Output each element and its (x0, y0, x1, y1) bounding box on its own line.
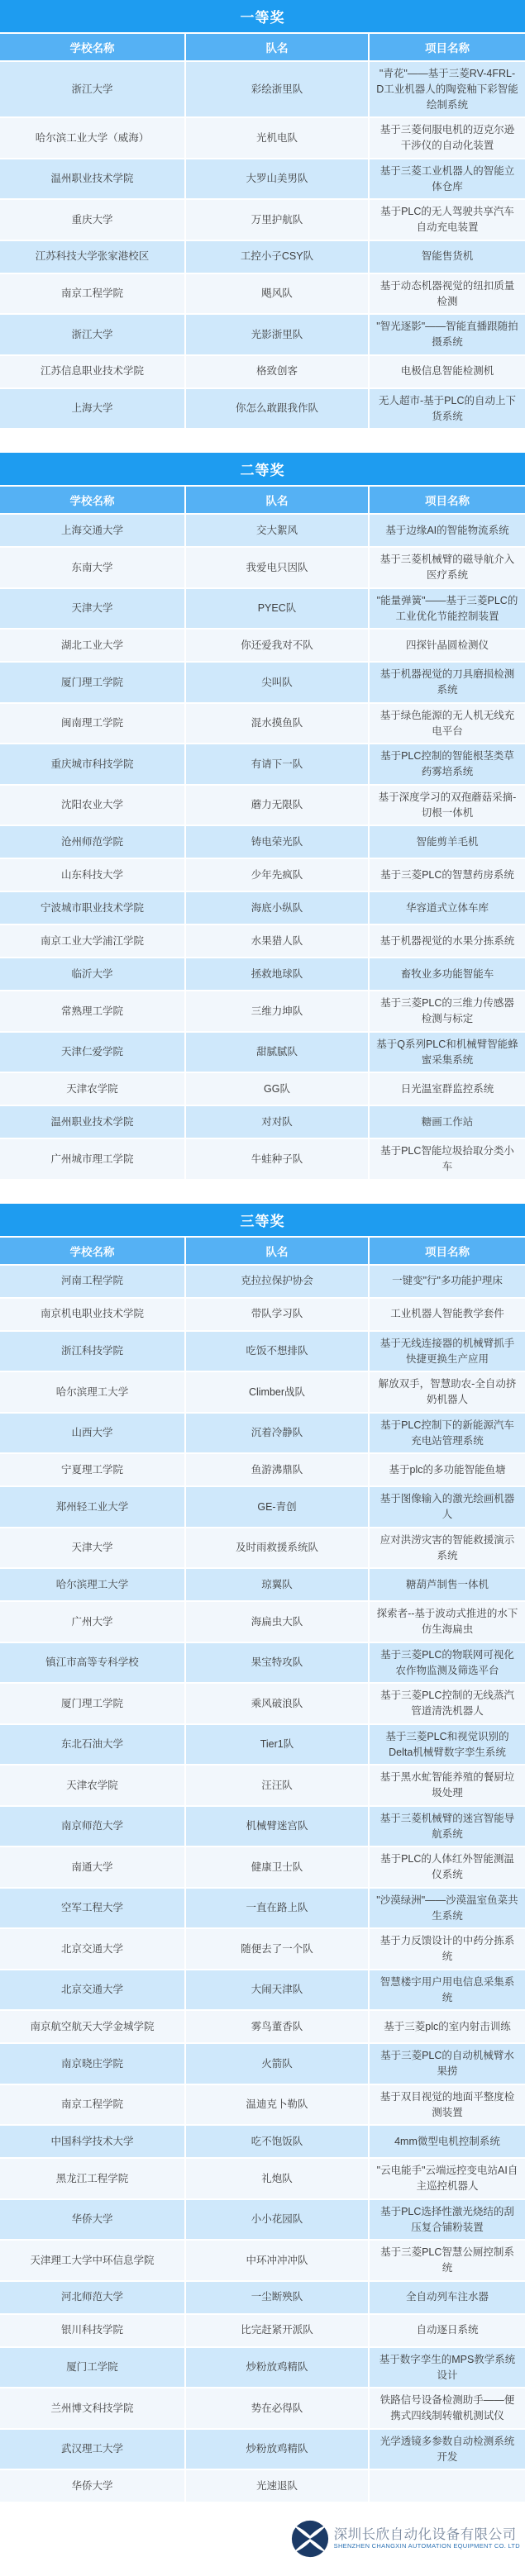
project-name-cell: 电极信息智能检测机 (370, 356, 525, 387)
project-name-cell: 自动逐日系统 (370, 2315, 525, 2346)
school-name-cell: 华侨大学 (0, 2200, 186, 2240)
team-name-cell: 克拉拉保护协会 (186, 1266, 370, 1297)
table-row (0, 1969, 525, 2010)
project-name-cell: 无人超市-基于PLC的自动上下货系统 (370, 389, 525, 429)
school-name-cell: 武汉理工大学 (0, 2430, 186, 2469)
school-name-cell: 宁夏理工学院 (0, 1454, 186, 1485)
table-row (0, 1846, 525, 1887)
school-name-cell: 厦门工学院 (0, 2348, 186, 2388)
team-name-cell: 带队学习队 (186, 1299, 370, 1330)
school-name-cell: 南京机电职业技术学院 (0, 1299, 186, 1330)
school-name-cell: 重庆城市科技学院 (0, 744, 186, 784)
project-name-cell: 铁路信号设备检测助手——便携式四线制转辙机测试仪 (370, 2388, 525, 2428)
column-header-row (0, 32, 525, 60)
school-name-cell: 河北师范大学 (0, 2282, 186, 2313)
team-name-cell: 比完赶紧开派队 (186, 2315, 370, 2346)
table-row (0, 198, 525, 240)
team-name-cell: 交大絮风 (186, 515, 370, 546)
school-name-cell: 南通大学 (0, 1847, 186, 1887)
project-name-cell: 全自动列车注水器 (370, 2282, 525, 2313)
table-rows (0, 1264, 525, 2502)
school-name-cell: 空军工程大学 (0, 1889, 186, 1928)
table-row (0, 587, 525, 629)
project-name-cell: 基于PLC的人体红外智能测温仪系统 (370, 1847, 525, 1887)
project-name-cell: 基于绿色能源的无人机无线充电平台 (370, 704, 525, 744)
column-header-school: 学校名称 (0, 1238, 186, 1264)
school-name-cell: 山西大学 (0, 1414, 186, 1453)
table-row (0, 1527, 525, 1568)
column-header-row (0, 485, 525, 513)
team-name-cell: Tier1队 (186, 1725, 370, 1765)
project-name-cell: 基于三菱机械臂的迷宫智能导航系统 (370, 1807, 525, 1846)
table-row (0, 825, 525, 858)
company-name-block (334, 2527, 520, 2550)
school-name-cell: 闽南理工学院 (0, 704, 186, 744)
project-name-cell: 解放双手，智慧助农-全自动挤奶机器人 (370, 1372, 525, 1412)
team-name-cell: 乘风破浪队 (186, 1684, 370, 1723)
company-name-en: SHENZHEN CHANGXIN AUTOMATION EQUIPMENT CO. LTD (333, 2542, 520, 2550)
project-name-cell: 基于PLC选择性激光烧结的刮压复合铺粉装置 (370, 2200, 525, 2240)
table-row (0, 1452, 525, 1485)
team-name-cell: 鱼游沸鼎队 (186, 1454, 370, 1485)
table-row (0, 2198, 525, 2240)
table-row (0, 1371, 525, 1412)
project-name-cell: 基于边缘AI的智能物流系统 (370, 515, 525, 546)
project-name-cell: 智慧楼宇用户用电信息采集系统 (370, 1970, 525, 2010)
column-header-team: 队名 (186, 1238, 370, 1264)
project-name-cell: 四探针晶圆检测仪 (370, 630, 525, 661)
team-name-cell: 一直在路上队 (186, 1889, 370, 1928)
team-name-cell: 光影浙里队 (186, 315, 370, 354)
table-row (0, 990, 525, 1031)
project-name-cell: 基于Q系列PLC和机械臂智能蜂蜜采集系统 (370, 1033, 525, 1072)
table-row (0, 513, 525, 546)
project-name-cell: 基于图像输入的激光绘画机器人 (370, 1487, 525, 1527)
school-name-cell: 中国科学技术大学 (0, 2126, 186, 2157)
school-name-cell: 北京交通大学 (0, 1970, 186, 2010)
project-name-cell: 基于数字孪生的MPS教学系统设计 (370, 2348, 525, 2388)
team-name-cell: 你怎么敢跟我作队 (186, 389, 370, 429)
column-header-project: 项目名称 (425, 42, 470, 55)
school-name-cell: 沧州师范学院 (0, 826, 186, 858)
team-name-cell: 及时雨救援系统队 (186, 1528, 370, 1568)
column-header-team: 队名 (186, 487, 370, 513)
school-name-cell: 哈尔滨工业大学（威海） (0, 118, 186, 158)
table-row (0, 924, 525, 957)
table-row (0, 1330, 525, 1371)
table-row (0, 2124, 525, 2157)
table-row (0, 2239, 525, 2280)
column-header-row (0, 1236, 525, 1264)
project-name-cell: "云电能手"云端远控变电站AI自主巡控机器人 (370, 2159, 525, 2198)
team-name-cell: 拯救地球队 (186, 958, 370, 990)
school-name-cell: 南京工业大学浦江学院 (0, 925, 186, 957)
column-header-project: 项目名称 (425, 495, 470, 508)
table-row (0, 1031, 525, 1072)
project-name-cell: 畜牧业多功能智能车 (370, 958, 525, 990)
team-name-cell: 对对队 (186, 1106, 370, 1138)
table-row (0, 2428, 525, 2469)
table-row (0, 1600, 525, 1642)
table-row (0, 1105, 525, 1138)
table-row (0, 1642, 525, 1683)
school-name-cell: 南京工程学院 (0, 274, 186, 314)
table-row (0, 2387, 525, 2428)
school-name-cell: 厦门理工学院 (0, 1684, 186, 1723)
team-name-cell: 海底小纵队 (186, 892, 370, 924)
team-name-cell: 中环冲冲冲队 (186, 2241, 370, 2280)
table-row (0, 387, 525, 429)
school-name-cell: 温州职业技术学院 (0, 159, 186, 199)
table-row (0, 1297, 525, 1330)
table-row (0, 116, 525, 158)
project-name-cell: "青花"——基于三菱RV-4FRL-D工业机器人的陶瓷釉下彩智能绘制系统 (370, 62, 525, 116)
school-name-cell: 广州城市理工学院 (0, 1139, 186, 1179)
school-name-cell: 东南大学 (0, 548, 186, 587)
school-name-cell: 临沂大学 (0, 958, 186, 990)
team-name-cell: 光速退队 (186, 2470, 370, 2502)
team-name-cell: 温迪克卜勒队 (186, 2085, 370, 2125)
column-header-school: 学校名称 (0, 487, 186, 513)
school-name-cell: 华侨大学 (0, 2470, 186, 2502)
team-name-cell: 我爱电只因队 (186, 548, 370, 587)
table-row (0, 354, 525, 387)
table-row (0, 2009, 525, 2042)
team-name-cell: GE-青创 (186, 1487, 370, 1527)
school-name-cell: 黑龙江工程学院 (0, 2159, 186, 2198)
project-name-cell: 应对洪涝灾害的智能救援演示系统 (370, 1528, 525, 1568)
team-name-cell: 有请下一队 (186, 744, 370, 784)
school-name-cell: 天津大学 (0, 1528, 186, 1568)
team-name-cell: PYEC队 (186, 589, 370, 629)
school-name-cell: 上海交通大学 (0, 515, 186, 546)
project-name-cell: 基于PLC智能垃圾拾取分类小车 (370, 1139, 525, 1179)
team-name-cell: 火箭队 (186, 2044, 370, 2084)
team-name-cell: 三维力坤队 (186, 991, 370, 1031)
team-name-cell: 礼炮队 (186, 2159, 370, 2198)
school-name-cell: 北京交通大学 (0, 1929, 186, 1969)
team-name-cell: 小小花园队 (186, 2200, 370, 2240)
team-name-cell: 大闹天津队 (186, 1970, 370, 2010)
team-name-cell: 彩绘浙里队 (186, 62, 370, 116)
table-row (0, 1682, 525, 1723)
column-header-team: 队名 (186, 34, 370, 60)
company-name-cn: 深圳长欣自动化设备有限公司 (333, 2527, 517, 2543)
project-name-cell: 智能剪羊毛机 (370, 826, 525, 858)
team-name-cell: 工控小子CSY队 (186, 241, 370, 273)
school-name-cell: 重庆大学 (0, 200, 186, 240)
school-name-cell: 东北石油大学 (0, 1725, 186, 1765)
team-name-cell: 沉着冷静队 (186, 1414, 370, 1453)
table-row (0, 546, 525, 587)
table-row (0, 1485, 525, 1527)
project-name-cell: 基于PLC控制下的新能源汽车充电站管理系统 (370, 1414, 525, 1453)
team-name-cell: 炒粉放鸡精队 (186, 2430, 370, 2469)
team-name-cell: 琼翼队 (186, 1569, 370, 1600)
table-row (0, 2280, 525, 2313)
project-name-cell: 糖画工作站 (370, 1106, 525, 1138)
project-name-cell: 基于三菱PLC的三维力传感器检测与标定 (370, 991, 525, 1031)
school-name-cell: 江苏信息职业技术学院 (0, 356, 186, 387)
school-name-cell: 浙江大学 (0, 62, 186, 116)
school-name-cell: 江苏科技大学张家港校区 (0, 241, 186, 273)
table-row (0, 273, 525, 314)
project-name-cell: 华容道式立体车库 (370, 892, 525, 924)
project-name-cell: 基于三菱伺服电机的迈克尔逊干涉仪的自动化装置 (370, 118, 525, 158)
table-row (0, 661, 525, 702)
school-name-cell: 广州大学 (0, 1602, 186, 1642)
project-name-cell: 基于深度学习的双孢蘑菇采摘-切根一体机 (370, 786, 525, 825)
table-rows (0, 60, 525, 428)
table-row (0, 2042, 525, 2084)
table-row (0, 2313, 525, 2346)
project-name-cell: 智能售货机 (370, 241, 525, 273)
table-row (0, 858, 525, 891)
school-name-cell: 浙江科技学院 (0, 1332, 186, 1371)
project-name-cell (370, 2470, 525, 2502)
team-name-cell: 吃饭不想排队 (186, 1332, 370, 1371)
project-name-cell: 基于黑水虻智能养殖的餐厨垃圾处理 (370, 1766, 525, 1805)
project-name-cell: 光学透镜多参数自动检测系统开发 (370, 2430, 525, 2469)
project-name-cell: 基于三菱工业机器人的智能立体仓库 (370, 159, 525, 199)
team-name-cell: 飓风队 (186, 274, 370, 314)
section-title: 一等奖 (0, 0, 525, 32)
project-name-cell: 基于力反馈设计的中药分拣系统 (370, 1929, 525, 1969)
project-name-cell: 糖葫芦制售一体机 (370, 1569, 525, 1600)
project-name-cell: 基于PLC的无人驾驶共享汽车自动充电装置 (370, 200, 525, 240)
team-name-cell: 牛蛙种子队 (186, 1139, 370, 1179)
school-name-cell: 天津仁爱学院 (0, 1033, 186, 1072)
project-name-cell: 基于PLC控制的智能根茎类草药雾培系统 (370, 744, 525, 784)
team-name-cell: 少年先疯队 (186, 859, 370, 891)
table-row (0, 702, 525, 744)
team-name-cell: 尖叫队 (186, 663, 370, 702)
table-row (0, 1072, 525, 1105)
company-watermark (283, 2517, 525, 2561)
project-name-cell: 基于机器视觉的刀具磨损检测系统 (370, 663, 525, 702)
school-name-cell: 郑州轻工业大学 (0, 1487, 186, 1527)
project-name-cell: 基于三菱PLC控制的无线蒸汽管道清洗机器人 (370, 1684, 525, 1723)
team-name-cell: 水果猎人队 (186, 925, 370, 957)
team-name-cell: 机械臂迷宫队 (186, 1807, 370, 1846)
team-name-cell: 雾鸟董香队 (186, 2011, 370, 2042)
school-name-cell: 河南工程学院 (0, 1266, 186, 1297)
project-name-cell: 基于三菱PLC和视觉识别的Delta机械臂数字孪生系统 (370, 1725, 525, 1765)
table-row (0, 158, 525, 199)
table-row (0, 1764, 525, 1805)
school-name-cell: 温州职业技术学院 (0, 1106, 186, 1138)
school-name-cell: 山东科技大学 (0, 859, 186, 891)
team-name-cell: 海扁虫大队 (186, 1602, 370, 1642)
school-name-cell: 宁波城市职业技术学院 (0, 892, 186, 924)
table-row (0, 628, 525, 661)
school-name-cell: 天津农学院 (0, 1073, 186, 1105)
team-name-cell: 果宝特攻队 (186, 1643, 370, 1683)
school-name-cell: 哈尔滨理工大学 (0, 1569, 186, 1600)
project-name-cell: "沙漠绿洲"——沙漠温室鱼菜共生系统 (370, 1889, 525, 1928)
team-name-cell: GG队 (186, 1073, 370, 1105)
project-name-cell: 基于动态机器视觉的纽扣质量检测 (370, 274, 525, 314)
table-row (0, 1887, 525, 1928)
school-name-cell: 南京工程学院 (0, 2085, 186, 2125)
project-name-cell: 4mm微型电机控制系统 (370, 2126, 525, 2157)
changxin-x-logo-icon (291, 2520, 329, 2558)
team-name-cell: 你还爱我对不队 (186, 630, 370, 661)
table-row (0, 957, 525, 990)
team-name-cell: 万里护航队 (186, 200, 370, 240)
table-row (0, 2157, 525, 2198)
table-row (0, 240, 525, 273)
table-row (0, 60, 525, 116)
section-title: 三等奖 (0, 1204, 525, 1236)
project-name-cell: 基于plc的多功能智能鱼塘 (370, 1454, 525, 1485)
project-name-cell: 一键变"行"多功能护理床 (370, 1266, 525, 1297)
project-name-cell: 基于三菱PLC的自动机械臂水果捞 (370, 2044, 525, 2084)
table-row (0, 2084, 525, 2125)
award-section (0, 0, 525, 428)
team-name-cell: 混水摸鱼队 (186, 704, 370, 744)
project-name-cell: "能量弹簧"——基于三菱PLC的工业优化节能控制装置 (370, 589, 525, 629)
school-name-cell: 沈阳农业大学 (0, 786, 186, 825)
table-row (0, 1567, 525, 1600)
table-row (0, 1805, 525, 1846)
table-row (0, 1138, 525, 1179)
school-name-cell: 哈尔滨理工大学 (0, 1372, 186, 1412)
team-name-cell: 炒粉放鸡精队 (186, 2348, 370, 2388)
project-name-cell: 基于双目视觉的地面平整度检测装置 (370, 2085, 525, 2125)
project-name-cell: 基于三菱plc的室内射击训练 (370, 2011, 525, 2042)
project-name-cell: 基于三菱PLC的智慧药房系统 (370, 859, 525, 891)
table-row (0, 2346, 525, 2388)
column-header-project: 项目名称 (425, 1245, 470, 1258)
team-name-cell: 随便去了一个队 (186, 1929, 370, 1969)
team-name-cell: 吃不饱饭队 (186, 2126, 370, 2157)
project-name-cell: 基于无线连接器的机械臂抓手快捷更换生产应用 (370, 1332, 525, 1371)
team-name-cell: 铸电荣光队 (186, 826, 370, 858)
school-name-cell: 湖北工业大学 (0, 630, 186, 661)
project-name-cell: 基于三菱机械臂的磁导航介入医疗系统 (370, 548, 525, 587)
table-row (0, 743, 525, 784)
team-name-cell: 一尘断殃队 (186, 2282, 370, 2313)
project-name-cell: 工业机器人智能教学套件 (370, 1299, 525, 1330)
school-name-cell: 南京航空航天大学金城学院 (0, 2011, 186, 2042)
school-name-cell: 镇江市高等专科学校 (0, 1643, 186, 1683)
school-name-cell: 天津农学院 (0, 1766, 186, 1805)
team-name-cell: 甜腻腻队 (186, 1033, 370, 1072)
team-name-cell: 光机电队 (186, 118, 370, 158)
school-name-cell: 南京晓庄学院 (0, 2044, 186, 2084)
project-name-cell: "智光逐影"——智能直播跟随拍摄系统 (370, 315, 525, 354)
table-row (0, 1412, 525, 1453)
school-name-cell: 天津理工大学中环信息学院 (0, 2241, 186, 2280)
column-header-school: 学校名称 (0, 34, 186, 60)
team-name-cell: 汪汪队 (186, 1766, 370, 1805)
school-name-cell: 厦门理工学院 (0, 663, 186, 702)
team-name-cell: 蘑力无限队 (186, 786, 370, 825)
school-name-cell: 银川科技学院 (0, 2315, 186, 2346)
project-name-cell: 基于三菱PLC智慧公厕控制系统 (370, 2241, 525, 2280)
table-row (0, 1723, 525, 1765)
table-rows (0, 513, 525, 1179)
school-name-cell: 南京师范大学 (0, 1807, 186, 1846)
table-row (0, 1927, 525, 1969)
project-name-cell: 基于机器视觉的水果分拣系统 (370, 925, 525, 957)
table-row (0, 1264, 525, 1297)
project-name-cell: 日光温室群监控系统 (370, 1073, 525, 1105)
team-name-cell: Climber战队 (186, 1372, 370, 1412)
school-name-cell: 兰州博文科技学院 (0, 2388, 186, 2428)
team-name-cell: 大罗山美男队 (186, 159, 370, 199)
project-name-cell: 基于三菱PLC的物联网可视化农作物监测及筛选平台 (370, 1643, 525, 1683)
school-name-cell: 天津大学 (0, 589, 186, 629)
school-name-cell: 浙江大学 (0, 315, 186, 354)
table-row (0, 313, 525, 354)
school-name-cell: 上海大学 (0, 389, 186, 429)
project-name-cell: 探索者--基于波动式推进的水下仿生海扁虫 (370, 1602, 525, 1642)
award-section (0, 1204, 525, 2502)
team-name-cell: 健康卫士队 (186, 1847, 370, 1887)
table-row (0, 784, 525, 825)
school-name-cell: 常熟理工学院 (0, 991, 186, 1031)
team-name-cell: 势在必得队 (186, 2388, 370, 2428)
table-row (0, 2469, 525, 2502)
section-title: 二等奖 (0, 453, 525, 485)
award-section (0, 453, 525, 1179)
table-row (0, 891, 525, 924)
team-name-cell: 格致创客 (186, 356, 370, 387)
